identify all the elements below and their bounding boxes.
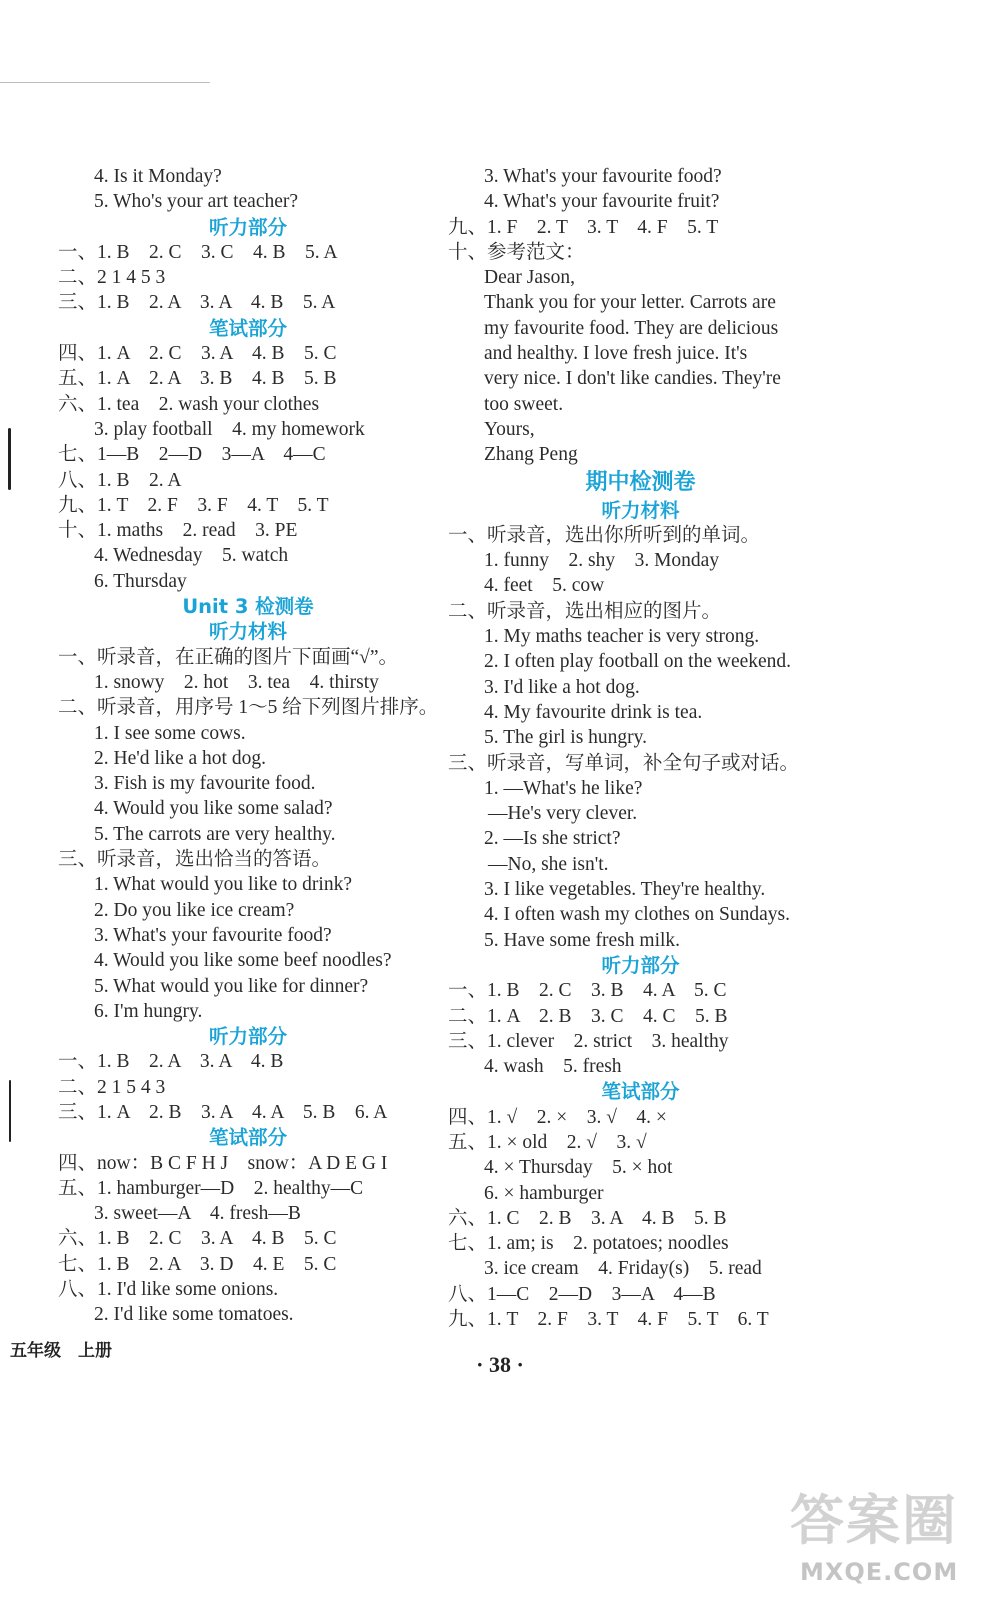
test-title: 期中检测卷 bbox=[585, 469, 696, 495]
answer-line: 四、1. A 2. C 3. A 4. B 5. C bbox=[58, 343, 337, 365]
answer-line: 4. Would you like some salad? bbox=[94, 798, 333, 820]
answer-line: 九、1. T 2. F 3. F 4. T 5. T bbox=[58, 494, 329, 516]
answer-line: 三、1. clever 2. strict 3. healthy bbox=[448, 1030, 729, 1052]
answer-line: —He's very clever. bbox=[488, 803, 638, 825]
right-column bbox=[448, 164, 833, 1332]
answer-line: 五、1. hamburger—D 2. healthy—C bbox=[58, 1177, 364, 1199]
answer-line: 6. × hamburger bbox=[484, 1182, 604, 1204]
answer-line: 三、听录音，选出恰当的答语。 bbox=[58, 849, 332, 871]
section-heading: 听力部分 bbox=[601, 953, 680, 977]
answer-line: 3. sweet—A 4. fresh—B bbox=[94, 1203, 301, 1225]
answer-line: 3. What's your favourite food? bbox=[94, 924, 332, 946]
section-heading: 笔试部分 bbox=[208, 1126, 287, 1150]
answer-line: 3. ice cream 4. Friday(s) 5. read bbox=[484, 1258, 762, 1280]
answer-line: 三、1. B 2. A 3. A 4. B 5. A bbox=[58, 292, 336, 314]
answer-line: 一、1. B 2. C 3. C 4. B 5. A bbox=[58, 241, 338, 263]
top-rule bbox=[0, 82, 210, 83]
answer-line: too sweet. bbox=[484, 393, 564, 415]
answer-line: 1. —What's he like? bbox=[484, 777, 643, 799]
answer-line: 2. He'd like a hot dog. bbox=[94, 747, 266, 769]
answer-line: Thank you for your letter. Carrots are bbox=[484, 292, 776, 314]
answer-line: 4. What's your favourite fruit? bbox=[484, 191, 720, 213]
answer-line: Zhang Peng bbox=[484, 444, 578, 466]
answer-line: 3. I'd like a hot dog. bbox=[484, 676, 640, 698]
answer-line: 5. Who's your art teacher? bbox=[94, 191, 299, 213]
answer-line: 5. What would you like for dinner? bbox=[94, 975, 369, 997]
answer-line: 十、1. maths 2. read 3. PE bbox=[58, 520, 298, 542]
grade-label: 五年级 上册 bbox=[10, 1341, 112, 1361]
watermark-url: MXQE.COM bbox=[800, 1558, 959, 1586]
answer-line: 3. Fish is my favourite food. bbox=[94, 773, 316, 795]
answer-line: 2. I'd like some tomatoes. bbox=[94, 1304, 294, 1326]
answer-line: 4. Wednesday 5. watch bbox=[94, 545, 289, 567]
answer-line: 七、1. B 2. A 3. D 4. E 5. C bbox=[58, 1253, 337, 1275]
answer-line: 2. —Is she strict? bbox=[484, 828, 621, 850]
answer-line: 3. What's your favourite food? bbox=[484, 166, 722, 187]
answer-line: 二、听录音，用序号 1～5 给下列图片排序。 bbox=[58, 697, 439, 719]
answer-line: 5. The carrots are very healthy. bbox=[94, 823, 336, 845]
answer-line: 一、1. B 2. C 3. B 4. A 5. C bbox=[448, 980, 727, 1002]
answer-line: 八、1—C 2—D 3—A 4—B bbox=[448, 1283, 716, 1305]
section-heading: 听力部分 bbox=[208, 215, 287, 239]
answer-line: 2. I often play football on the weekend. bbox=[484, 651, 792, 673]
answer-line: 四、1. √ 2. × 3. √ 4. × bbox=[448, 1106, 667, 1128]
answer-line: 一、听录音，在正确的图片下面画“√”。 bbox=[58, 646, 399, 668]
page-number: · 38 · bbox=[476, 1352, 524, 1377]
answer-line: 二、1. A 2. B 3. C 4. C 5. B bbox=[448, 1005, 728, 1027]
answer-line: 六、1. B 2. C 3. A 4. B 5. C bbox=[58, 1228, 337, 1250]
answer-line: 3. I like vegetables. They're healthy. bbox=[484, 879, 766, 901]
section-heading: Unit 3 检测卷 bbox=[182, 595, 314, 619]
section-heading: 笔试部分 bbox=[208, 316, 287, 340]
answer-line: Yours, bbox=[484, 418, 535, 440]
answer-line: 4. My favourite drink is tea. bbox=[484, 701, 703, 723]
answer-line: and healthy. I love fresh juice. It's bbox=[484, 343, 748, 365]
answer-line: very nice. I don't like candies. They're bbox=[484, 368, 781, 390]
answer-line: 九、1. T 2. F 3. T 4. F 5. T 6. T bbox=[448, 1309, 769, 1331]
answer-line: 4. wash 5. fresh bbox=[484, 1056, 622, 1078]
answer-line: 4. Would you like some beef noodles? bbox=[94, 950, 392, 972]
section-heading: 听力材料 bbox=[601, 498, 680, 522]
answer-line: 二、2 1 4 5 3 bbox=[58, 267, 166, 289]
answer-line: 七、1. am; is 2. potatoes; noodles bbox=[448, 1233, 729, 1255]
answer-line: 五、1. × old 2. √ 3. √ bbox=[448, 1131, 647, 1153]
answer-line: 5. Have some fresh milk. bbox=[484, 929, 681, 951]
answer-line: 三、听录音，写单词，补全句子或对话。 bbox=[448, 752, 800, 774]
answer-line: 4. I often wash my clothes on Sundays. bbox=[484, 904, 791, 926]
answer-line: 5. The girl is hungry. bbox=[484, 727, 648, 749]
answer-line: 4. × Thursday 5. × hot bbox=[484, 1157, 673, 1179]
answer-line: 三、1. A 2. B 3. A 4. A 5. B 6. A bbox=[58, 1101, 388, 1123]
answer-line: 3. play football 4. my homework bbox=[94, 418, 365, 440]
left-column bbox=[58, 164, 438, 1328]
answer-line: 4. feet 5. cow bbox=[484, 575, 605, 597]
answer-line: 1. My maths teacher is very strong. bbox=[484, 626, 760, 648]
answer-line: 九、1. F 2. T 3. T 4. F 5. T bbox=[448, 216, 719, 238]
answer-line: 1. I see some cows. bbox=[94, 722, 246, 744]
answer-line: 二、2 1 5 4 3 bbox=[58, 1076, 166, 1098]
answer-line: 六、1. C 2. B 3. A 4. B 5. B bbox=[448, 1207, 727, 1229]
watermark-logo: 答案圈 bbox=[790, 1489, 958, 1552]
answer-line: 十、参考范文： bbox=[448, 241, 585, 263]
answer-line: 2. Do you like ice cream? bbox=[94, 899, 295, 921]
section-heading: 笔试部分 bbox=[601, 1080, 680, 1104]
margin-mark bbox=[9, 1080, 11, 1142]
answer-line: 一、听录音，选出你所听到的单词。 bbox=[448, 524, 761, 546]
answer-line: 6. Thursday bbox=[94, 570, 187, 592]
answer-line: 6. I'm hungry. bbox=[94, 1000, 203, 1022]
answer-line: 八、1. I'd like some onions. bbox=[58, 1279, 279, 1301]
answer-line: 一、1. B 2. A 3. A 4. B bbox=[58, 1051, 284, 1073]
section-heading: 听力材料 bbox=[208, 620, 287, 644]
answer-line: —No, she isn't. bbox=[488, 853, 609, 875]
answer-line: 八、1. B 2. A bbox=[58, 469, 182, 491]
answer-line: 四、now：B C F H J snow：A D E G I bbox=[58, 1152, 388, 1174]
watermark bbox=[770, 1478, 970, 1588]
answer-line: 1. snowy 2. hot 3. tea 4. thirsty bbox=[94, 671, 379, 693]
answer-line: 七、1—B 2—D 3—A 4—C bbox=[58, 444, 326, 466]
answer-line: 五、1. A 2. A 3. B 4. B 5. B bbox=[58, 368, 337, 390]
answer-line: 六、1. tea 2. wash your clothes bbox=[58, 393, 320, 415]
answer-line: 4. Is it Monday? bbox=[94, 166, 222, 187]
margin-mark bbox=[8, 428, 11, 490]
answer-line: 1. funny 2. shy 3. Monday bbox=[484, 550, 720, 572]
answer-line: 二、听录音，选出相应的图片。 bbox=[448, 600, 722, 622]
section-heading: 听力部分 bbox=[208, 1025, 287, 1049]
answer-line: 1. What would you like to drink? bbox=[94, 874, 352, 896]
answer-line: my favourite food. They are delicious bbox=[484, 317, 779, 339]
answer-line: Dear Jason, bbox=[484, 267, 575, 289]
